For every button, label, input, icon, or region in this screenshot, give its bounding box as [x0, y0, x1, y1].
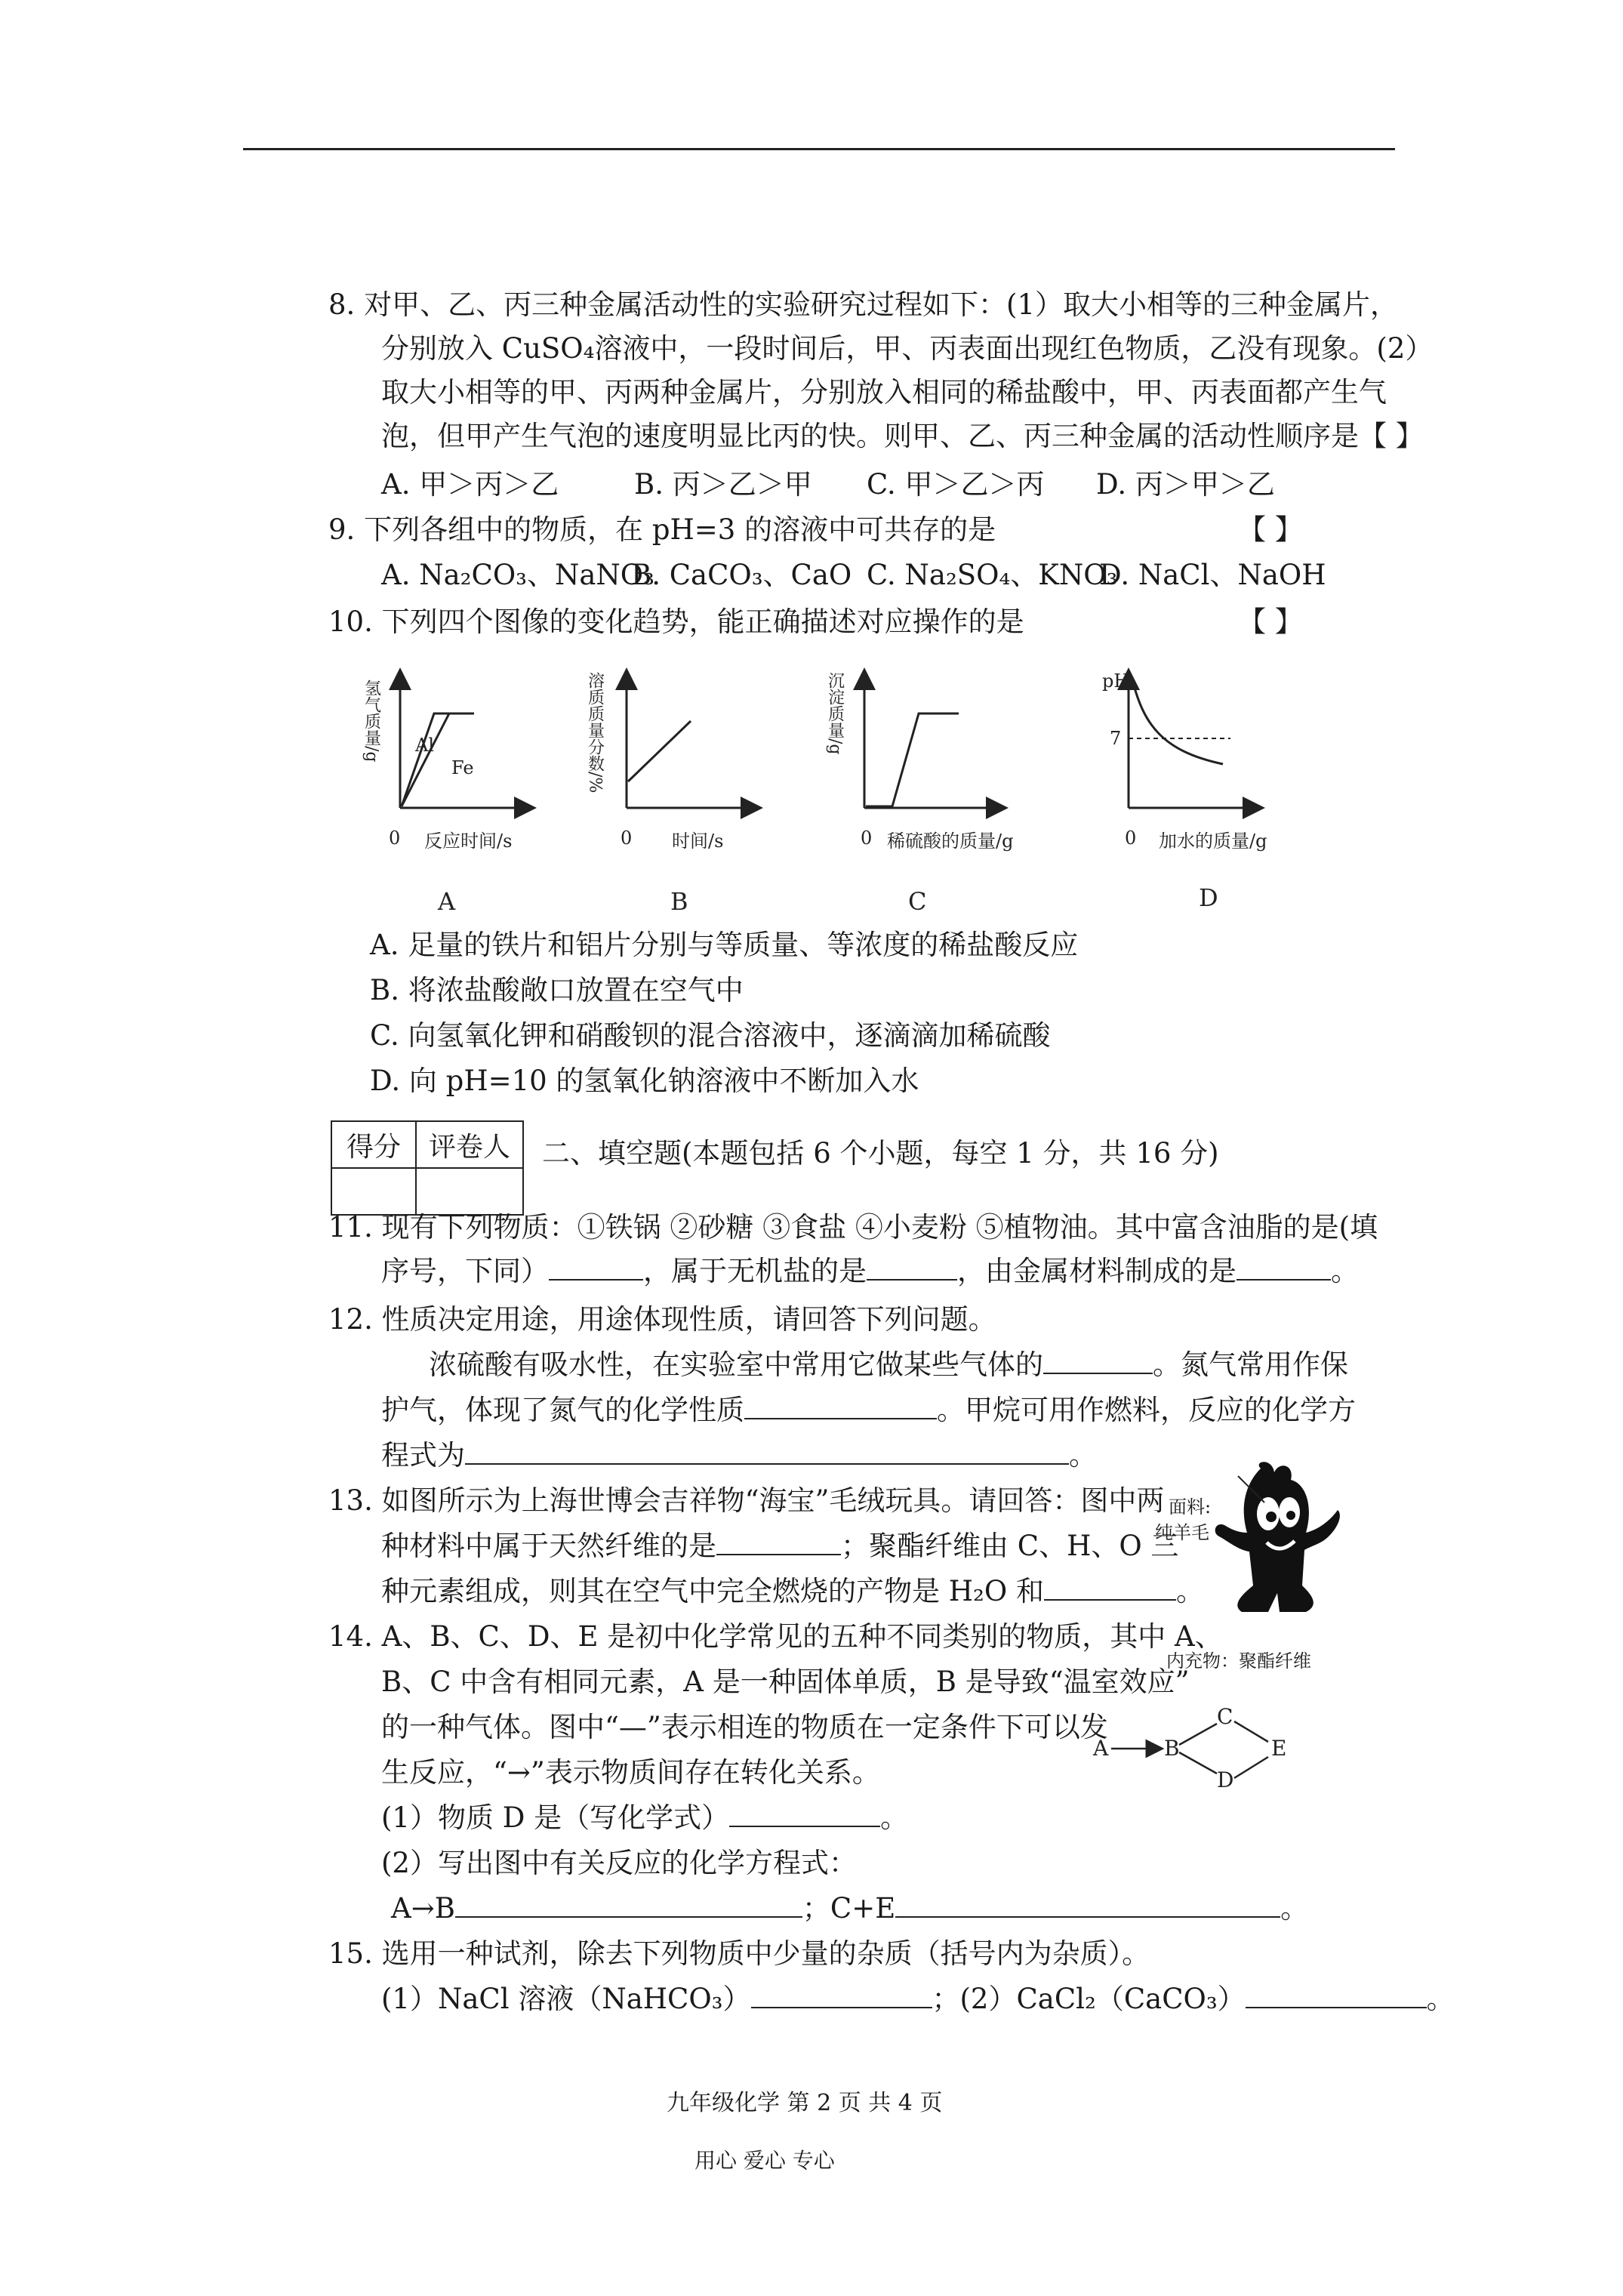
- graph-b-line: [628, 721, 691, 781]
- q8-line3: 取大小相等的甲、丙两种金属片，分别放入相同的稀盐酸中，甲、丙表面都产生气: [381, 376, 1387, 408]
- q12-blank-desiccant[interactable]: [1043, 1347, 1153, 1374]
- q8-option-a: A. 甲＞丙＞乙: [381, 468, 559, 501]
- q13-label-wool: 纯羊毛: [1155, 1522, 1209, 1543]
- q9-option-b: B. CaCO₃、CaO: [631, 559, 852, 591]
- score-header: 得分: [331, 1121, 416, 1168]
- q13-line1: 13. 如图所示为上海世博会吉祥物“海宝”毛绒玩具。请回答：图中两: [328, 1484, 1165, 1517]
- graph-d-curve: [1132, 680, 1223, 764]
- node-c: C: [1217, 1704, 1233, 1729]
- q11-blank-oil[interactable]: [549, 1253, 643, 1281]
- q12-line2b: 。氮气常用作保: [1153, 1348, 1348, 1381]
- q14-sub1a: (1）物质 D 是（写化学式）: [381, 1801, 730, 1834]
- q13-line2b: ；聚酯纤维由 C、H、O 三: [841, 1530, 1179, 1562]
- q10-option-a: A. 足量的铁片和铝片分别与等质量、等浓度的稀盐酸反应: [370, 929, 1079, 961]
- q11-line2b: ，属于无机盐的是: [643, 1255, 867, 1287]
- q10-option-d: D. 向 pH=10 的氢氧化钠溶液中不断加入水: [370, 1065, 919, 1097]
- q9-option-a: A. Na₂CO₃、NaNO₃: [381, 559, 654, 591]
- q10-option-c: C. 向氢氧化钾和硝酸钡的混合溶液中，逐滴滴加稀硫酸: [370, 1019, 1051, 1052]
- graph-c: [826, 672, 1014, 916]
- q12-line4b: 。: [1069, 1439, 1097, 1472]
- haibao-mascot-image: [1208, 1461, 1344, 1635]
- graph-a-letter: A: [438, 887, 456, 916]
- q15-end: 。: [1426, 1983, 1455, 2015]
- q8-line1: 8. 对甲、乙、丙三种金属活动性的实验研究过程如下：(1）取大小相等的三种金属片，: [328, 288, 1399, 321]
- graph-b-letter: B: [670, 887, 688, 916]
- graph-d: [1102, 670, 1267, 912]
- graph-c-ylabel: 沉淀质量/g: [825, 672, 845, 755]
- q12-line4: [381, 1436, 1097, 1475]
- score-box: [331, 1120, 524, 1216]
- q15-blank-1[interactable]: [751, 1981, 932, 2008]
- q14-reaction-diagram: [1087, 1703, 1313, 1793]
- q14-line2: B、C 中含有相同元素，A 是一种固体单质，B 是导致“温室效应”: [381, 1666, 1190, 1698]
- node-e: E: [1271, 1736, 1287, 1761]
- graph-d-letter: D: [1199, 883, 1218, 912]
- graph-b-xlabel: 时间/s: [672, 831, 724, 852]
- graph-a-origin: 0: [389, 827, 401, 849]
- q14-blank-a-to-b[interactable]: [455, 1891, 802, 1918]
- q14-equations: [391, 1889, 1308, 1928]
- graph-c-letter: C: [908, 887, 927, 916]
- q13-label-filling: 内充物：聚酯纤维: [1166, 1650, 1311, 1672]
- q10-option-b: B. 将浓盐酸敞口放置在空气中: [370, 974, 744, 1006]
- q14-eq1-label: A→B: [391, 1892, 455, 1925]
- q13-blank-product[interactable]: [1044, 1573, 1176, 1601]
- graph-c-xlabel: 稀硫酸的质量/g: [887, 831, 1014, 852]
- graph-a: [362, 672, 533, 916]
- graph-d-ylabel: pH: [1102, 670, 1130, 692]
- q15-sep: ；(2）CaCl₂（CaCO₃）: [932, 1983, 1246, 2015]
- q10-bracket: 【 】: [1238, 606, 1303, 638]
- graph-d-origin: 0: [1125, 827, 1137, 849]
- q10-stem: 10. 下列四个图像的变化趋势，能正确描述对应操作的是: [328, 606, 1024, 638]
- grader-header: 评卷人: [416, 1121, 523, 1168]
- q12-line2a: 浓硫酸有吸水性，在实验室中常用它做某些气体的: [429, 1348, 1043, 1381]
- q15-sub1: (1）NaCl 溶液（NaHCO₃）: [381, 1983, 751, 2015]
- graph-a-xlabel: 反应时间/s: [424, 831, 513, 852]
- q9-option-d: D. NaCl、NaOH: [1099, 559, 1326, 591]
- section2-title: 二、填空题(本题包括 6 个小题，每空 1 分，共 16 分): [542, 1137, 1219, 1170]
- q11-line2: [381, 1252, 1359, 1291]
- q11-blank-metal[interactable]: [1236, 1253, 1331, 1281]
- graph-a-fe-line: [402, 713, 449, 806]
- q8-option-d: D. 丙＞甲＞乙: [1096, 468, 1275, 501]
- graph-a-fe-label: Fe: [451, 757, 474, 778]
- q13-line2a: 种材料中属于天然纤维的是: [381, 1530, 716, 1562]
- graph-d-mark-7: 7: [1110, 728, 1122, 749]
- q14-eq-sep: ；C+E: [802, 1892, 896, 1925]
- q11-line2d: 。: [1331, 1255, 1359, 1287]
- node-d: D: [1217, 1767, 1234, 1792]
- q14-sub1b: 。: [880, 1801, 909, 1834]
- q12-blank-property[interactable]: [744, 1392, 937, 1419]
- q9-option-c: C. Na₂SO₄、KNO₃: [867, 559, 1118, 591]
- q15-sub: [381, 1980, 1455, 2019]
- q15-line1: 15. 选用一种试剂，除去下列物质中少量的杂质（括号内为杂质）。: [328, 1937, 1150, 1970]
- graph-c-origin: 0: [861, 827, 873, 849]
- q12-line3b: 。甲烷可用作燃料，反应的化学方: [937, 1394, 1356, 1426]
- q15-blank-2[interactable]: [1246, 1981, 1427, 2008]
- q10-graphs: [355, 649, 1321, 921]
- q8-line2: 分别放入 CuSO₄溶液中，一段时间后，甲、丙表面出现红色物质，乙没有现象。(2）: [381, 332, 1434, 365]
- q12-blank-equation[interactable]: [465, 1438, 1069, 1465]
- q14-eq-end: 。: [1280, 1892, 1309, 1925]
- graph-d-xlabel: 加水的质量/g: [1159, 831, 1267, 852]
- q11-blank-salt[interactable]: [867, 1253, 957, 1281]
- q11-line2c: ，由金属材料制成的是: [957, 1255, 1236, 1287]
- q12-line2: [429, 1345, 1348, 1385]
- graph-c-line: [866, 713, 959, 806]
- q9-bracket: 【 】: [1238, 513, 1303, 546]
- q14-line4: 生反应，“→”表示物质间存在转化关系。: [381, 1756, 880, 1789]
- q13-line3b: 。: [1175, 1575, 1204, 1607]
- q14-blank-d-formula[interactable]: [729, 1800, 880, 1827]
- q12-line1: 12. 性质决定用途，用途体现性质，请回答下列问题。: [328, 1303, 996, 1336]
- q13-blank-natural-fiber[interactable]: [716, 1528, 841, 1555]
- q14-sub1: [381, 1798, 908, 1838]
- q13-label-fabric: 面料:: [1169, 1496, 1212, 1518]
- q14-line1: 14. A、B、C、D、E 是初中化学常见的五种不同类别的物质，其中 A、: [328, 1620, 1223, 1653]
- q14-blank-c-plus-e[interactable]: [895, 1891, 1280, 1918]
- graph-a-ylabel: 氢气质量/g: [362, 680, 381, 763]
- q12-line3a: 护气，体现了氮气的化学性质: [381, 1394, 744, 1426]
- q8-option-c: C. 甲＞乙＞丙: [867, 468, 1045, 501]
- q13-line3: [381, 1572, 1204, 1611]
- q8-option-b: B. 丙＞乙＞甲: [634, 468, 812, 501]
- q13-line3a: 种元素组成，则其在空气中完全燃烧的产物是 H₂O 和: [381, 1575, 1044, 1607]
- node-a: A: [1093, 1736, 1109, 1761]
- graph-a-al-label: Al: [415, 735, 435, 756]
- graph-b-ylabel: 溶质质量分数/%: [585, 672, 605, 794]
- graph-b: [586, 672, 759, 916]
- q14-line3: 的一种气体。图中“—”表示相连的物质在一定条件下可以发: [381, 1711, 1108, 1743]
- q13-line2: [381, 1527, 1178, 1566]
- header-rule: [243, 148, 1395, 150]
- graph-b-origin: 0: [621, 827, 633, 849]
- q12-line4a: 程式为: [381, 1439, 465, 1472]
- q11-line2a: 序号，下同）: [381, 1255, 549, 1287]
- q14-sub2: (2）写出图中有关反应的化学方程式：: [381, 1847, 857, 1879]
- node-b: B: [1164, 1736, 1180, 1761]
- q8-line4: 泡，但甲产生气泡的速度明显比丙的快。则甲、乙、丙三种金属的活动性顺序是【 】: [381, 420, 1424, 452]
- q9-stem: 9. 下列各组中的物质，在 pH=3 的溶液中可共存的是: [328, 513, 996, 546]
- q12-line3: [381, 1391, 1356, 1430]
- page-footer: 九年级化学 第 2 页 共 4 页: [667, 2090, 943, 2116]
- footer-motto: 用心 爱心 专心: [694, 2148, 835, 2173]
- q11-line1: 11. 现有下列物质：①铁锅 ②砂糖 ③食盐 ④小麦粉 ⑤植物油。其中富含油脂的是(填: [328, 1211, 1378, 1244]
